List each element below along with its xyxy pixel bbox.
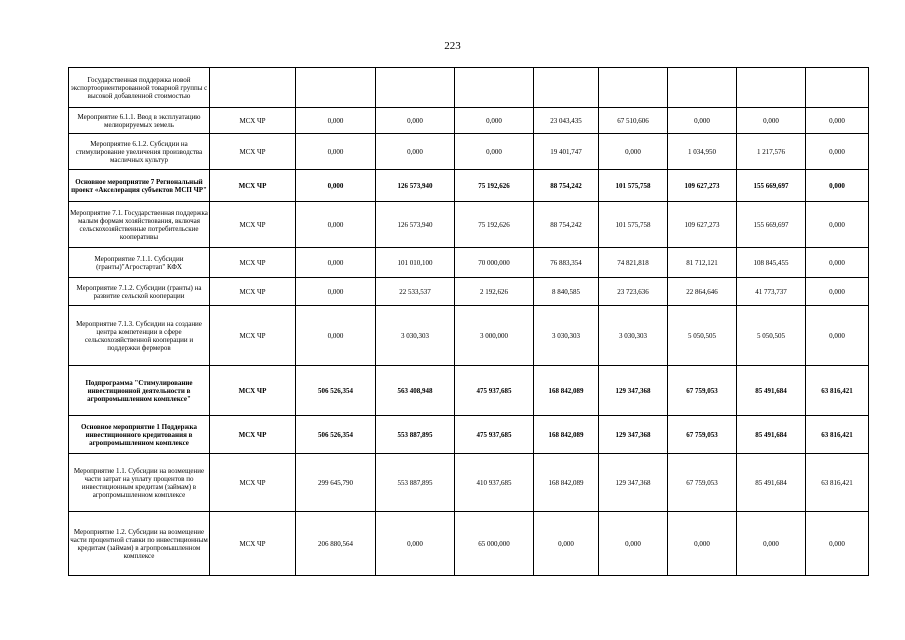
value-cell: 0,000 [737,108,806,134]
table-row [69,202,869,248]
value-cell: 0,000 [668,108,737,134]
value-cell: 63 816,421 [806,366,869,416]
table-row [69,454,869,512]
row-name-cell: Основное мероприятие 7 Региональный проект «Акселерация субъектов МСП ЧР" [69,170,210,202]
executor-cell: МСХ ЧР [210,170,296,202]
value-cell: 0,000 [534,512,599,576]
page-number: 223 [444,40,461,52]
value-cell: 155 669,697 [737,170,806,202]
value-cell: 101 575,758 [599,202,668,248]
value-cell: 475 937,685 [455,366,534,416]
executor-cell [210,68,296,108]
value-cell: 0,000 [455,108,534,134]
value-cell: 129 347,368 [599,416,668,454]
value-cell: 108 845,455 [737,248,806,278]
value-cell: 0,000 [599,134,668,170]
value-cell: 0,000 [296,278,376,306]
row-name-cell: Государственная поддержка новой экспортоориентированной товарной группы с высокой добавленной стоимостью [69,68,210,108]
table-row [69,108,869,134]
row-name-cell: Мероприятие 7.1.2. Субсидии (гранты) на развитие сельской кооперации [69,278,210,306]
value-cell: 0,000 [806,512,869,576]
value-cell: 506 526,354 [296,416,376,454]
value-cell: 126 573,940 [376,170,455,202]
value-cell: 126 573,940 [376,202,455,248]
value-cell: 553 887,895 [376,454,455,512]
row-name-cell: Мероприятие 1.2. Субсидии на возмещение части процентной ставки по инвестиционным кредитам (займам) в агропромышленном комплексе [69,512,210,576]
value-cell: 0,000 [806,108,869,134]
value-cell: 67 759,053 [668,454,737,512]
value-cell: 0,000 [806,202,869,248]
value-cell: 168 842,089 [534,366,599,416]
value-cell: 75 192,626 [455,170,534,202]
executor-cell: МСХ ЧР [210,202,296,248]
value-cell: 0,000 [296,134,376,170]
value-cell: 76 883,354 [534,248,599,278]
executor-cell: МСХ ЧР [210,366,296,416]
value-cell: 3 000,000 [455,306,534,366]
value-cell: 1 217,576 [737,134,806,170]
value-cell: 0,000 [296,108,376,134]
value-cell: 3 030,303 [599,306,668,366]
value-cell: 85 491,684 [737,366,806,416]
value-cell: 506 526,354 [296,366,376,416]
executor-cell: МСХ ЧР [210,512,296,576]
row-name-cell: Мероприятие 6.1.1. Ввод в эксплуатацию мелиорируемых земель [69,108,210,134]
value-cell: 70 000,000 [455,248,534,278]
value-cell: 206 880,564 [296,512,376,576]
value-cell: 0,000 [376,108,455,134]
value-cell: 0,000 [806,170,869,202]
value-cell [668,68,737,108]
value-cell: 3 030,303 [534,306,599,366]
value-cell: 0,000 [806,278,869,306]
value-cell: 65 000,000 [455,512,534,576]
value-cell: 23 723,636 [599,278,668,306]
value-cell: 67 510,606 [599,108,668,134]
value-cell: 563 408,948 [376,366,455,416]
value-cell: 0,000 [806,248,869,278]
table-row [69,306,869,366]
value-cell [534,68,599,108]
table-row [69,68,869,108]
executor-cell: МСХ ЧР [210,454,296,512]
value-cell: 22 533,537 [376,278,455,306]
value-cell: 0,000 [668,512,737,576]
value-cell [376,68,455,108]
row-name-cell: Мероприятие 7.1.3. Субсидии на создание центра компетенции в сфере сельскохозяйственной кооперации и поддержки фермеров [69,306,210,366]
value-cell: 67 759,053 [668,366,737,416]
value-cell: 299 645,790 [296,454,376,512]
value-cell: 23 043,435 [534,108,599,134]
value-cell: 8 840,585 [534,278,599,306]
value-cell: 3 030,303 [376,306,455,366]
value-cell [806,68,869,108]
value-cell [296,68,376,108]
row-name-cell: Мероприятие 1.1. Субсидии на возмещение части затрат на уплату процентов по инвестиционным кредитам (займам) в агропромышленном комплексе [69,454,210,512]
executor-cell: МСХ ЧР [210,278,296,306]
value-cell: 63 816,421 [806,416,869,454]
row-name-cell: Мероприятие 7.1.1. Субсидии (гранты)"Агростартап" КФХ [69,248,210,278]
executor-cell: МСХ ЧР [210,416,296,454]
value-cell: 168 842,089 [534,454,599,512]
value-cell: 553 887,895 [376,416,455,454]
executor-cell: МСХ ЧР [210,108,296,134]
value-cell: 63 816,421 [806,454,869,512]
value-cell: 67 759,053 [668,416,737,454]
value-cell: 109 627,273 [668,202,737,248]
row-name-cell: Основное мероприятие 1 Поддержка инвестиционного кредитования в агропромышленном комплексе [69,416,210,454]
value-cell: 475 937,685 [455,416,534,454]
table-row [69,366,869,416]
value-cell: 101 575,758 [599,170,668,202]
row-name-cell: Мероприятие 6.1.2. Субсидии на стимулирование увеличения производства масличных культур [69,134,210,170]
value-cell: 0,000 [806,134,869,170]
value-cell [455,68,534,108]
value-cell: 41 773,737 [737,278,806,306]
table-row [69,278,869,306]
executor-cell: МСХ ЧР [210,134,296,170]
value-cell: 1 034,950 [668,134,737,170]
value-cell: 2 192,626 [455,278,534,306]
executor-cell: МСХ ЧР [210,306,296,366]
value-cell: 0,000 [376,134,455,170]
table-row [69,134,869,170]
value-cell: 0,000 [376,512,455,576]
table-row [69,416,869,454]
value-cell: 75 192,626 [455,202,534,248]
value-cell: 410 937,685 [455,454,534,512]
row-name-cell: Подпрограмма "Стимулирование инвестиционной деятельности в агропромышленном комплексе" [69,366,210,416]
value-cell: 0,000 [296,248,376,278]
value-cell [737,68,806,108]
table-row [69,512,869,576]
value-cell: 81 712,121 [668,248,737,278]
table-row [69,170,869,202]
value-cell: 74 821,818 [599,248,668,278]
value-cell: 19 401,747 [534,134,599,170]
value-cell: 85 491,684 [737,416,806,454]
value-cell: 101 010,100 [376,248,455,278]
value-cell: 129 347,368 [599,454,668,512]
value-cell: 0,000 [296,306,376,366]
value-cell [599,68,668,108]
value-cell: 5 050,505 [668,306,737,366]
value-cell: 0,000 [296,202,376,248]
table-row [69,248,869,278]
value-cell: 5 050,505 [737,306,806,366]
row-name-cell: Мероприятие 7.1. Государственная поддержка малым формам хозяйствования, включая сельскохозяйственные потребительские кооперативы [69,202,210,248]
value-cell: 88 754,242 [534,170,599,202]
budget-table [68,67,869,576]
value-cell: 0,000 [455,134,534,170]
value-cell: 85 491,684 [737,454,806,512]
value-cell: 0,000 [599,512,668,576]
value-cell: 155 669,697 [737,202,806,248]
value-cell: 129 347,368 [599,366,668,416]
value-cell: 88 754,242 [534,202,599,248]
value-cell: 168 842,089 [534,416,599,454]
value-cell: 22 864,646 [668,278,737,306]
value-cell: 0,000 [296,170,376,202]
value-cell: 109 627,273 [668,170,737,202]
executor-cell: МСХ ЧР [210,248,296,278]
value-cell: 0,000 [737,512,806,576]
value-cell: 0,000 [806,306,869,366]
